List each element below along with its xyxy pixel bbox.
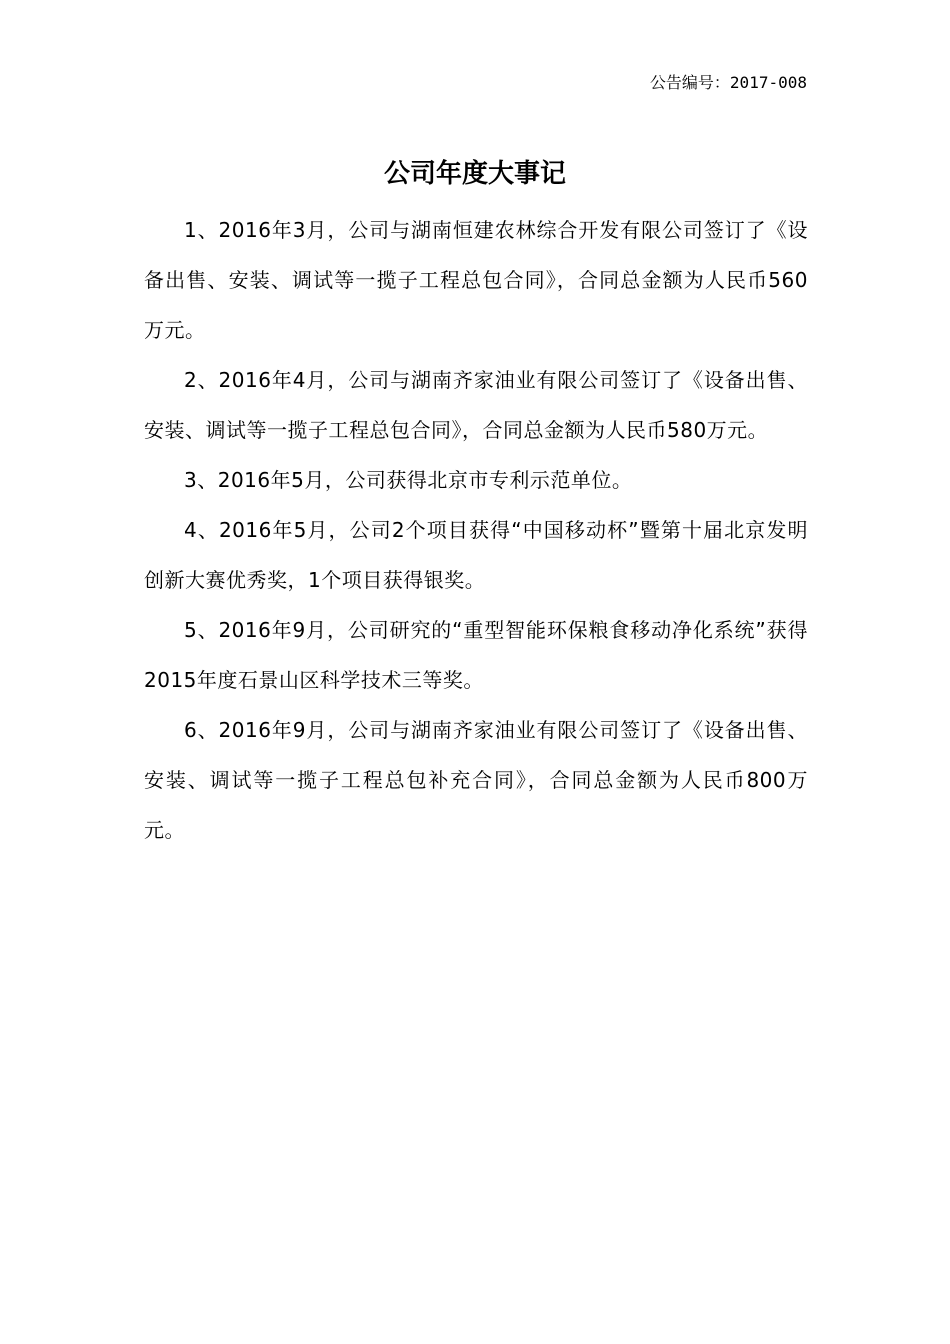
event-list bbox=[144, 205, 808, 855]
event-item-5: 5、2016年9月，公司研究的“重型智能环保粮食移动净化系统”获得2015年度石景山区科学技术三等奖。 bbox=[144, 618, 808, 692]
event-item-2: 2、2016年4月，公司与湖南齐家油业有限公司签订了《设备出售、安装、调试等一揽子工程总包合同》，合同总金额为人民币580万元。 bbox=[144, 368, 808, 442]
page-title: 公司年度大事记 bbox=[383, 159, 566, 189]
notice-number: 公告编号：2017-008 bbox=[649, 73, 807, 92]
event-item-1: 1、2016年3月，公司与湖南恒建农林综合开发有限公司签订了《设备出售、安装、调试等一揽子工程总包合同》，合同总金额为人民币560万元。 bbox=[144, 218, 808, 342]
event-item-3: 3、2016年5月，公司获得北京市专利示范单位。 bbox=[184, 468, 633, 492]
event-item-4: 4、2016年5月，公司2个项目获得“中国移动杯”暨第十届北京发明创新大赛优秀奖，1个项目获得银奖。 bbox=[144, 518, 808, 592]
event-item-6: 6、2016年9月，公司与湖南齐家油业有限公司签订了《设备出售、安装、调试等一揽子工程总包补充合同》，合同总金额为人民币800万元。 bbox=[144, 718, 808, 842]
